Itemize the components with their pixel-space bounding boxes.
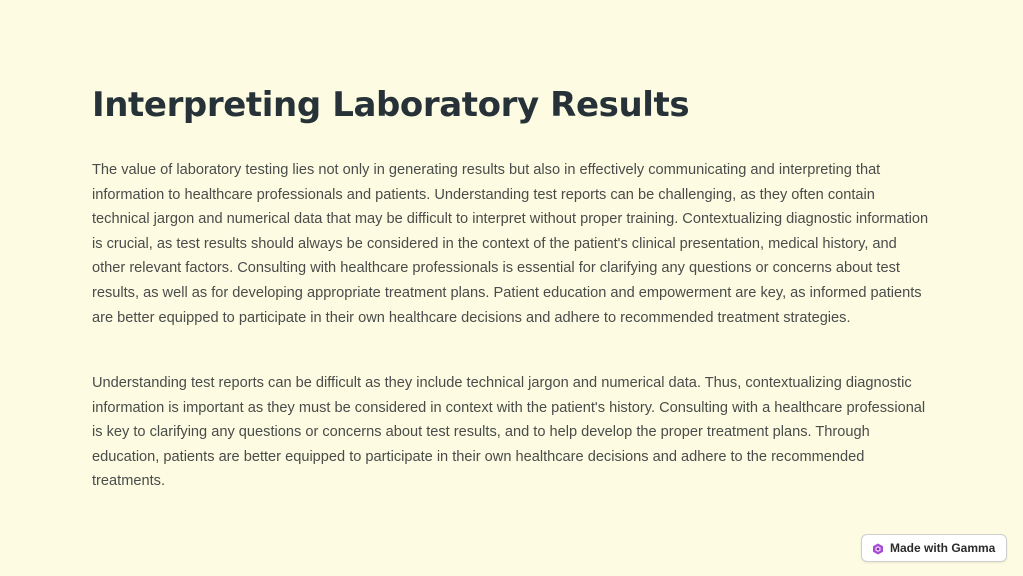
made-with-gamma-badge[interactable]	[861, 534, 1007, 562]
paragraph-1: The value of laboratory testing lies not only in generating results but also in effectively communicating and interpreting that information to healthcare professionals and patients. Understanding test reports can be challenging, as they often contain technical jargon and numerical data that may be difficult to interpret without proper training. Contextualizing diagnostic information is crucial, as test results should always be considered in the context of the patient's clinical presentation, medical history, and other relevant factors. Consulting with healthcare professionals is essential for clarifying any questions or concerns about test results, as well as for developing appropriate treatment plans. Patient education and empowerment are key, as informed patients are better equipped to participate in their own healthcare decisions and adhere to recommended treatment strategies.	[92, 162, 929, 326]
gamma-logo-icon	[872, 542, 884, 554]
slide-title: Interpreting Laboratory Results	[92, 85, 690, 125]
badge-label: Made with Gamma	[890, 541, 996, 555]
paragraph-2: Understanding test reports can be difficult as they include technical jargon and numerical data. Thus, contextualizing diagnostic information is important as they must be considered in context with the patient's history. Consulting with a healthcare professional is key to clarifying any questions or concerns about test results, and to help develop the proper treatment plans. Through education, patients are better equipped to participate in their own healthcare decisions and adhere to the recommended treatments.	[92, 375, 926, 490]
